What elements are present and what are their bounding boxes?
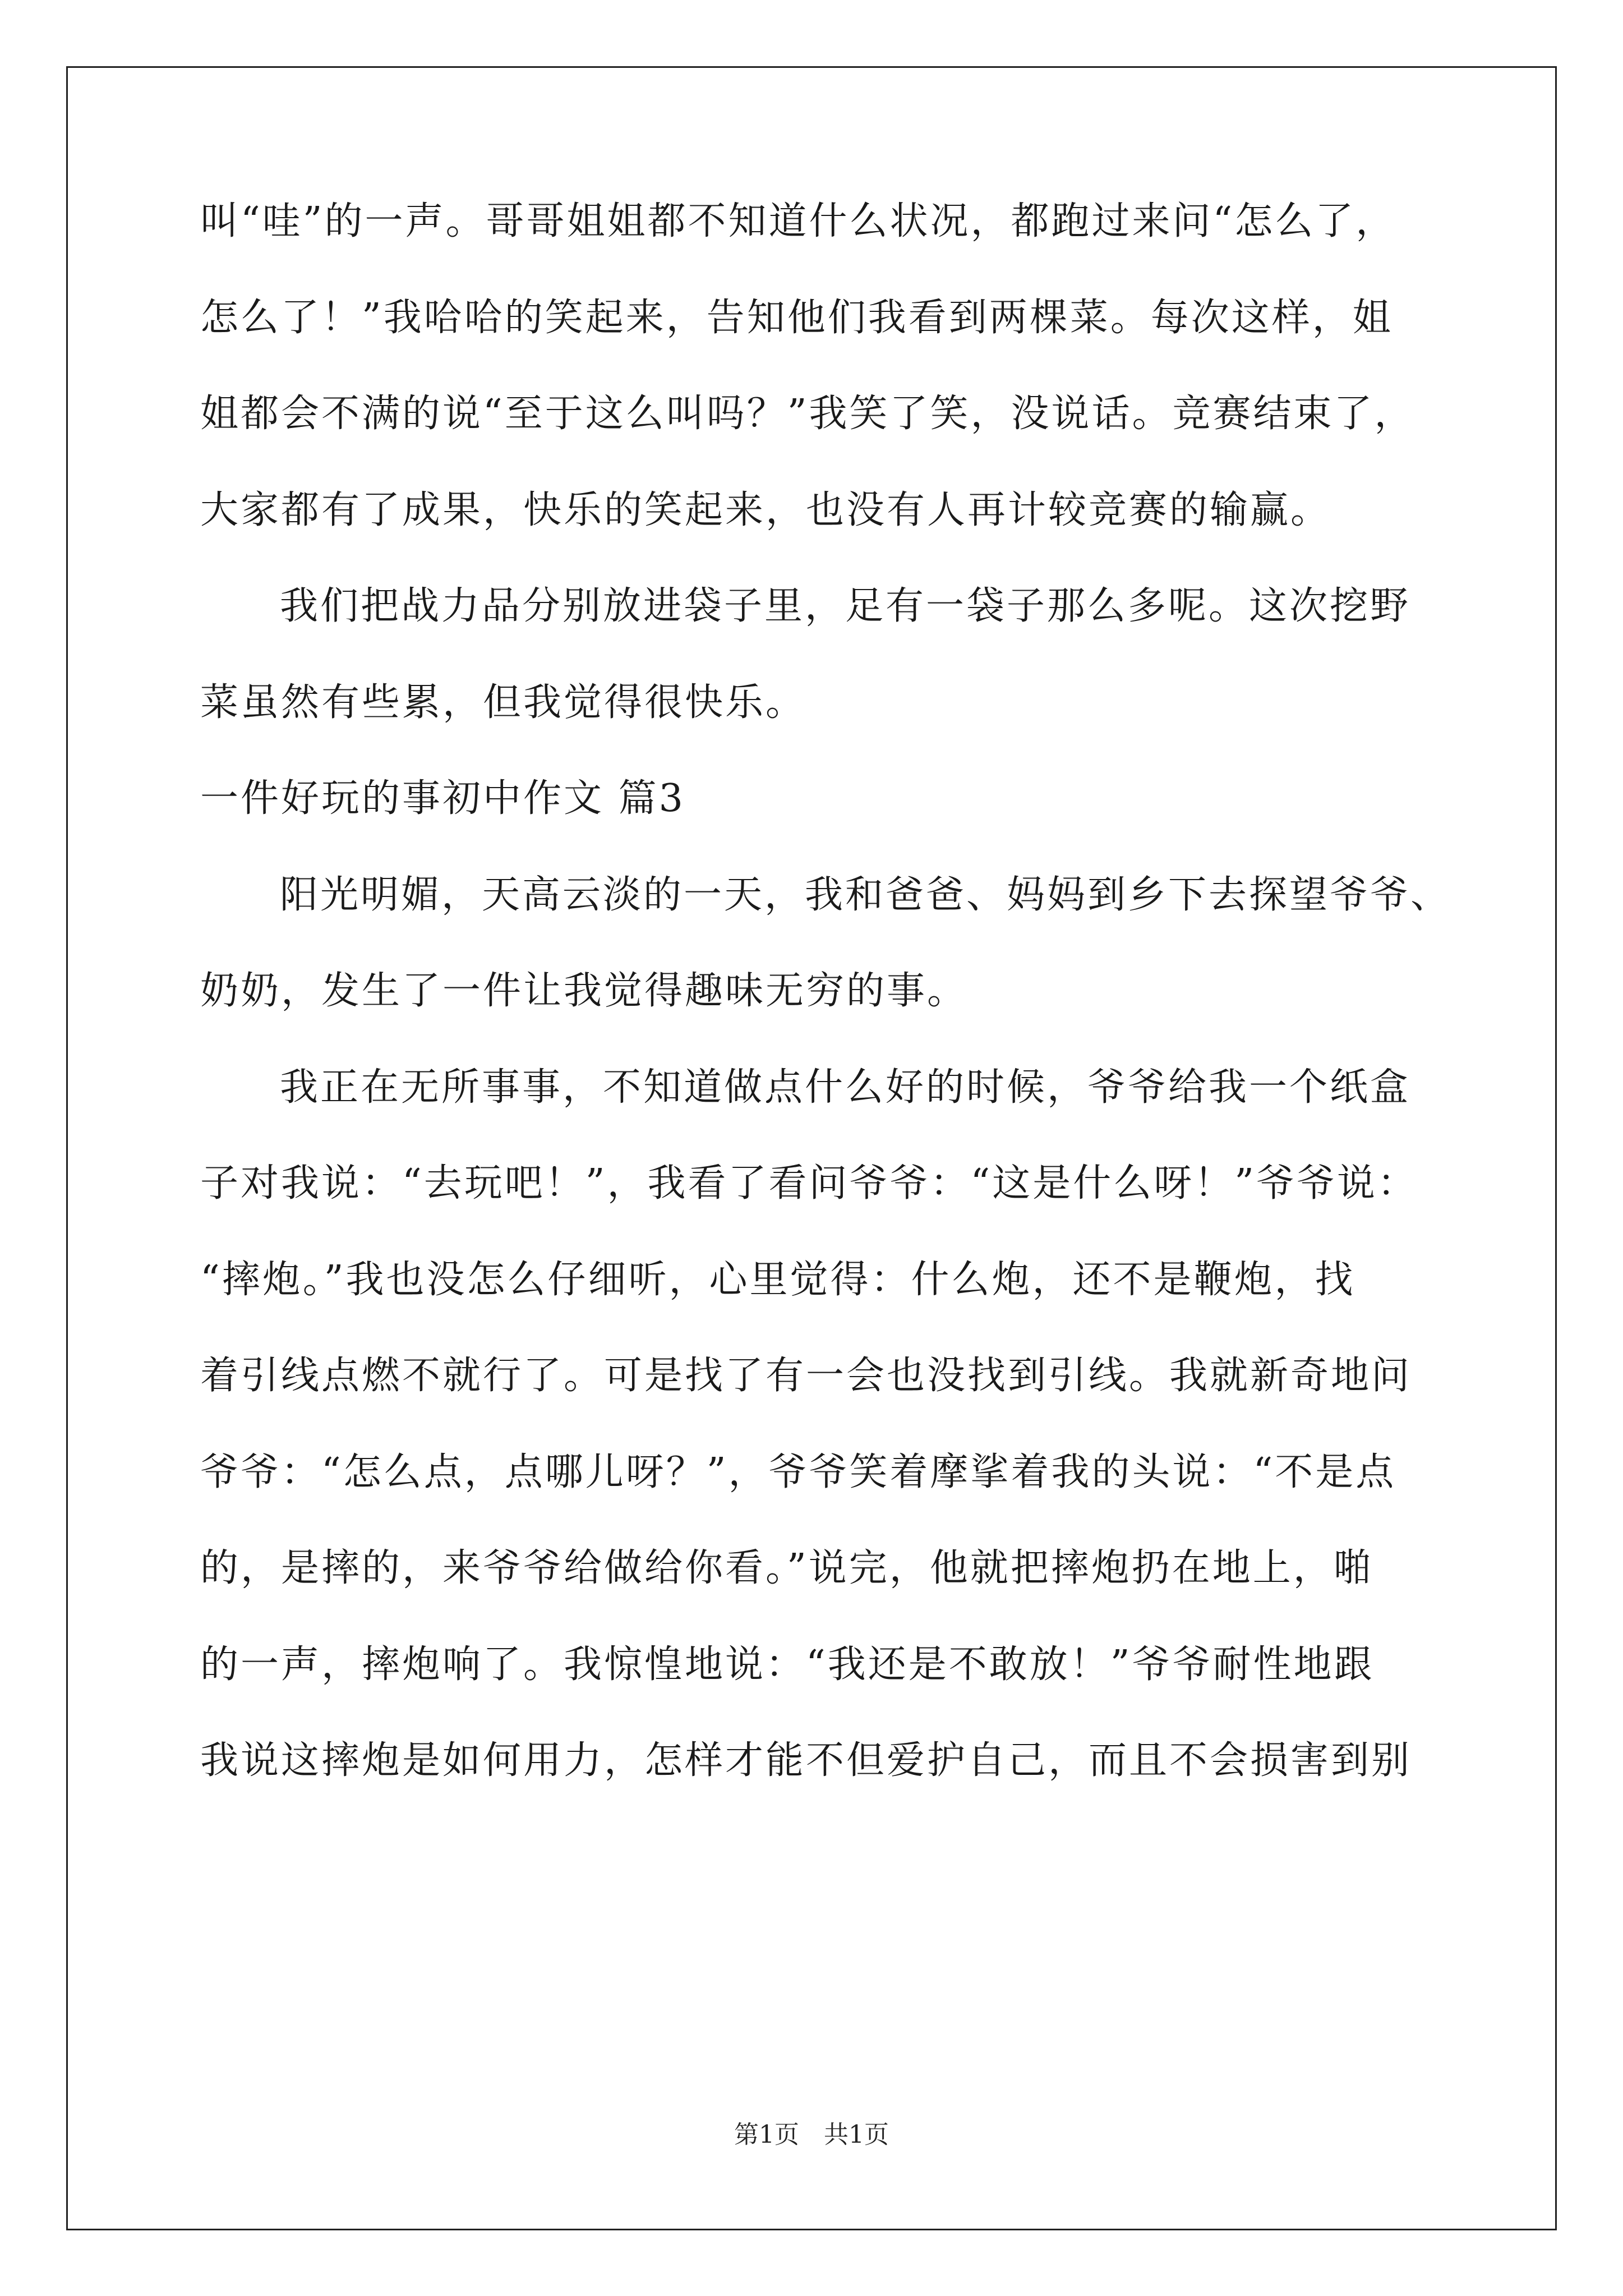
paragraph-start-line: 我正在无所事事，不知道做点什么好的时候，爷爷给我一个纸盒 bbox=[280, 1065, 1411, 1110]
text-line: 怎么了！”我哈哈的笑起来，告知他们我看到两棵菜。每次这样，姐 bbox=[200, 296, 1393, 340]
page-border bbox=[66, 66, 1557, 2230]
text-line: “摔炮。”我也没怎么仔细听，心里觉得：什么炮，还不是鞭炮，找 bbox=[200, 1258, 1355, 1302]
text-line: 我说这摔炮是如何用力，怎样才能不但爱护自己，而且不会损害到别 bbox=[200, 1738, 1412, 1783]
paragraph-start-line: 我们把战力品分别放进袋子里，足有一袋子那么多呢。这次挖野 bbox=[280, 584, 1411, 628]
text-line: 子对我说：“去玩吧！”，我看了看问爷爷：“这是什么呀！”爷爷说： bbox=[200, 1161, 1418, 1205]
text-line: 奶奶，发生了一件让我觉得趣味无穷的事。 bbox=[200, 969, 968, 1013]
text-line: 菜虽然有些累，但我觉得很快乐。 bbox=[200, 680, 806, 725]
page-number-footer: 第1页 共1页 bbox=[734, 2120, 889, 2149]
text-line: 的一声，摔炮响了。我惊惶地说：“我还是不敢放！”爷爷耐性地跟 bbox=[200, 1642, 1375, 1687]
text-line: 的，是摔的，来爷爷给做给你看。”说完，他就把摔炮扔在地上，啪 bbox=[200, 1546, 1374, 1590]
paragraph-start-line: 阳光明媚，天高云淡的一天，我和爸爸、妈妈到乡下去探望爷爷、 bbox=[280, 873, 1451, 917]
section-heading: 一件好玩的事初中作文 篇3 bbox=[200, 776, 685, 821]
text-line: 姐都会不满的说“至于这么叫吗？”我笑了笑，没说话。竞赛结束了， bbox=[200, 392, 1415, 436]
text-line: 叫“哇”的一声。哥哥姐姐都不知道什么状况，都跑过来问“怎么了， bbox=[200, 199, 1396, 243]
text-line: 着引线点燃不就行了。可是找了有一会也没找到引线。我就新奇地问 bbox=[200, 1354, 1412, 1398]
text-line: 爷爷：“怎么点，点哪儿呀？”，爷爷笑着摩挲着我的头说：“不是点 bbox=[200, 1450, 1396, 1494]
text-line: 大家都有了成果，快乐的笑起来，也没有人再计较竞赛的输赢。 bbox=[200, 488, 1331, 532]
